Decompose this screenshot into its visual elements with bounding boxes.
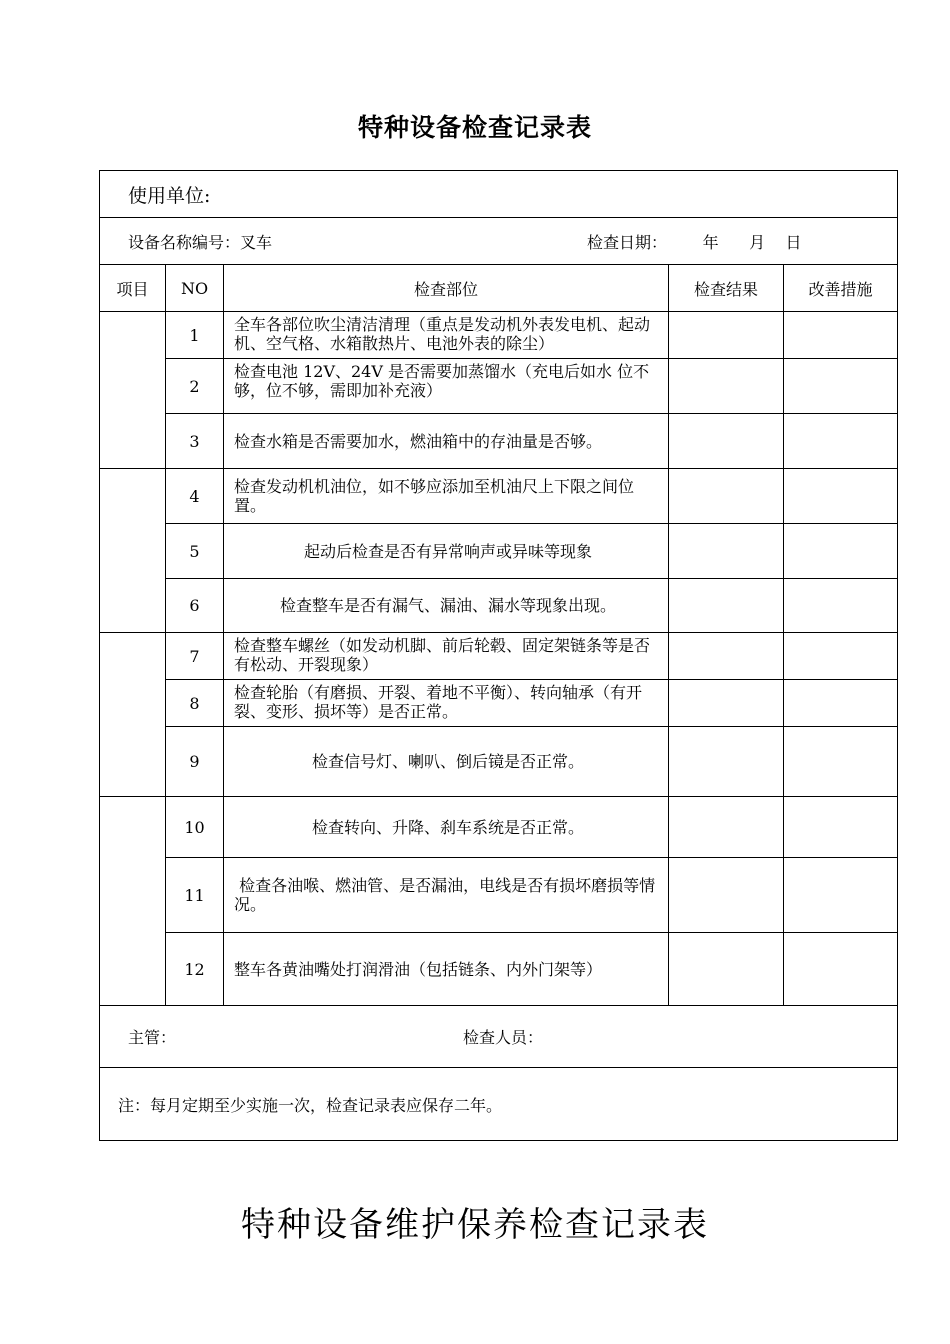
result-cell[interactable] xyxy=(669,469,784,524)
row-no: 4 xyxy=(166,469,224,524)
page-title: 特种设备检查记录表 xyxy=(357,113,592,142)
inspection-date-field[interactable]: 检查日期： 年 月 日 xyxy=(587,232,802,252)
measure-cell[interactable] xyxy=(784,858,898,933)
row-no: 9 xyxy=(166,727,224,797)
table-row xyxy=(100,858,898,933)
measure-cell[interactable] xyxy=(784,312,898,359)
result-cell[interactable] xyxy=(669,579,784,633)
measure-cell[interactable] xyxy=(784,524,898,579)
result-cell[interactable] xyxy=(669,933,784,1006)
measure-cell[interactable] xyxy=(784,469,898,524)
result-cell[interactable] xyxy=(669,414,784,469)
row-part: 检查整车是否有漏气、漏油、漏水等现象出现。 xyxy=(224,579,669,633)
measure-cell[interactable] xyxy=(784,727,898,797)
row-part: 检查各油喉、燃油管、是否漏油，电线是否有损坏磨损等情况。 xyxy=(224,858,669,933)
device-name-field[interactable]: 设备名称编号：叉车 xyxy=(128,232,273,252)
result-cell[interactable] xyxy=(669,312,784,359)
measure-cell[interactable] xyxy=(784,359,898,414)
result-cell[interactable] xyxy=(669,858,784,933)
row-no: 5 xyxy=(166,524,224,579)
table-row xyxy=(100,680,898,727)
row-part: 检查整车螺丝（如发动机脚、前后轮毂、固定架链条等是否有松动、开裂现象） xyxy=(224,633,669,680)
header-measure: 改善措施 xyxy=(784,265,898,312)
unit-field[interactable]: 使用单位: xyxy=(100,171,898,218)
row-part: 检查信号灯、喇叭、倒后镜是否正常。 xyxy=(224,727,669,797)
table-row xyxy=(100,797,898,858)
project-cell-4[interactable] xyxy=(100,797,166,1006)
project-cell-2[interactable] xyxy=(100,469,166,633)
row-no: 7 xyxy=(166,633,224,680)
row-no: 11 xyxy=(166,858,224,933)
measure-cell[interactable] xyxy=(784,933,898,1006)
project-cell-1[interactable] xyxy=(100,312,166,469)
table-row xyxy=(100,524,898,579)
table-row xyxy=(100,933,898,1006)
project-cell-3[interactable] xyxy=(100,633,166,797)
result-cell[interactable] xyxy=(669,680,784,727)
result-cell[interactable] xyxy=(669,797,784,858)
inspector-field[interactable]: 检查人员： xyxy=(463,1028,544,1047)
row-no: 10 xyxy=(166,797,224,858)
row-part: 检查发动机机油位，如不够应添加至机油尺上下限之间位置。 xyxy=(224,469,669,524)
row-part: 全车各部位吹尘清洁清理（重点是发动机外表发电机、起动机、空气格、水箱散热片、电池外表的除尘） xyxy=(224,312,669,359)
measure-cell[interactable] xyxy=(784,633,898,680)
result-cell[interactable] xyxy=(669,727,784,797)
note-text: 注：每月定期至少实施一次，检查记录表应保存二年。 xyxy=(100,1068,898,1141)
table-row xyxy=(100,727,898,797)
table-row xyxy=(100,414,898,469)
result-cell[interactable] xyxy=(669,524,784,579)
row-no: 8 xyxy=(166,680,224,727)
table-row xyxy=(100,579,898,633)
row-part: 检查轮胎（有磨损、开裂、着地不平衡）、转向轴承（有开裂、变形、损坏等）是否正常。 xyxy=(224,680,669,727)
header-project: 项目 xyxy=(100,265,166,312)
header-no: NO xyxy=(166,265,224,312)
row-part: 检查电池 12V、24V 是否需要加蒸馏水（充电后如水 位不够，位不够，需即加补充液） xyxy=(224,359,669,414)
row-no: 6 xyxy=(166,579,224,633)
supervisor-field[interactable]: 主管： xyxy=(128,1028,177,1047)
device-date-row xyxy=(100,218,898,265)
row-no: 12 xyxy=(166,933,224,1006)
inspection-table xyxy=(99,170,898,1141)
signature-row xyxy=(100,1006,898,1068)
table-row xyxy=(100,312,898,359)
row-no: 3 xyxy=(166,414,224,469)
result-cell[interactable] xyxy=(669,359,784,414)
table-row xyxy=(100,633,898,680)
row-part: 起动后检查是否有异常响声或异味等现象 xyxy=(224,524,669,579)
measure-cell[interactable] xyxy=(784,797,898,858)
table-row xyxy=(100,469,898,524)
row-part: 检查水箱是否需要加水，燃油箱中的存油量是否够。 xyxy=(224,414,669,469)
header-part: 检查部位 xyxy=(224,265,669,312)
measure-cell[interactable] xyxy=(784,680,898,727)
row-part: 整车各黄油嘴处打润滑油（包括链条、内外门架等） xyxy=(224,933,669,1006)
row-no: 2 xyxy=(166,359,224,414)
measure-cell[interactable] xyxy=(784,414,898,469)
measure-cell[interactable] xyxy=(784,579,898,633)
table-row xyxy=(100,359,898,414)
row-part: 检查转向、升降、刹车系统是否正常。 xyxy=(224,797,669,858)
header-result: 检查结果 xyxy=(669,265,784,312)
row-no: 1 xyxy=(166,312,224,359)
next-page-title: 特种设备维护保养检查记录表 xyxy=(241,1205,709,1245)
result-cell[interactable] xyxy=(669,633,784,680)
